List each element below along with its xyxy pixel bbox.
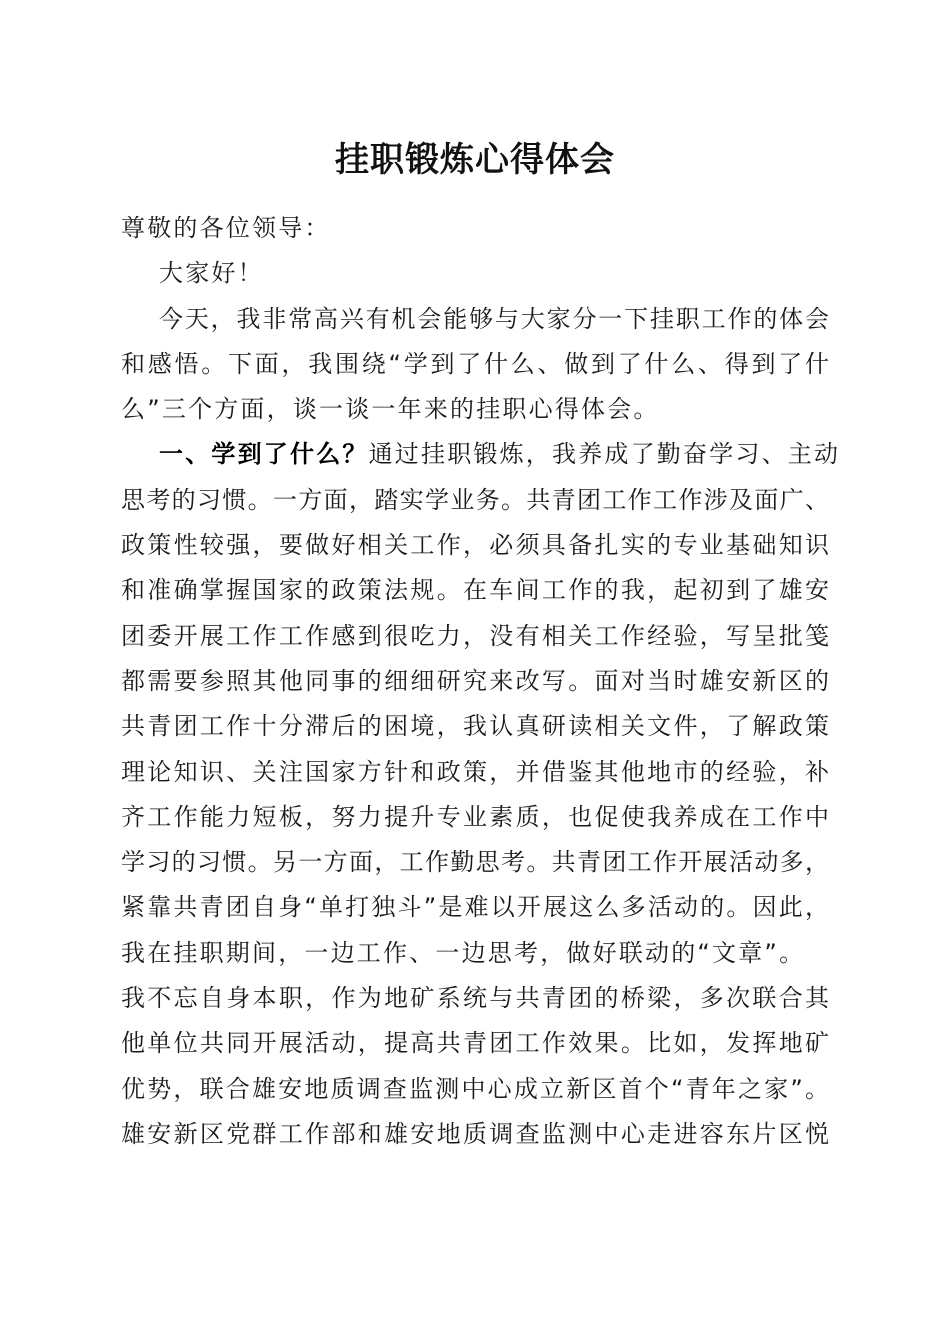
paragraph-line: 紧靠共青团自身“单打独斗”是难以开展这么多活动的。因此， xyxy=(121,893,829,922)
paragraph-line: 我在挂职期间，一边工作、一边思考，做好联动的“文章”。 xyxy=(121,938,806,967)
paragraph-line: 理论知识、关注国家方针和政策，并借鉴其他地市的经验，补 xyxy=(121,757,829,786)
document-title: 挂职锻炼心得体会 xyxy=(335,140,615,180)
paragraph-line: 么”三个方面，谈一谈一年来的挂职心得体会。 xyxy=(121,395,660,424)
paragraph-line: 雄安新区党群工作部和雄安地质调查监测中心走进容东片区悦 xyxy=(121,1119,829,1148)
paragraph-line: 和感悟。下面，我围绕“学到了什么、做到了什么、得到了什 xyxy=(121,349,829,378)
paragraph-line: 优势，联合雄安地质调查监测中心成立新区首个“青年之家”。 xyxy=(121,1074,829,1103)
paragraph-line: 齐工作能力短板，努力提升专业素质，也促使我养成在工作中 xyxy=(121,802,829,831)
greeting-line: 大家好！ xyxy=(159,259,264,288)
section-heading-line xyxy=(121,432,841,477)
document-body xyxy=(121,206,841,1157)
paragraph-line: 团委开展工作工作感到很吃力，没有相关工作经验，写呈批笺 xyxy=(121,621,829,650)
paragraph-line: 今天，我非常高兴有机会能够与大家分一下挂职工作的体会 xyxy=(159,304,829,333)
section-heading: 一、学到了什么？ xyxy=(159,440,369,469)
paragraph-line: 政策性较强，要做好相关工作，必须具备扎实的专业基础知识 xyxy=(121,531,829,560)
paragraph-line: 他单位共同开展活动，提高共青团工作效果。比如，发挥地矿 xyxy=(121,1029,829,1058)
paragraph-line: 思考的习惯。一方面，踏实学业务。共青团工作工作涉及面广、 xyxy=(121,485,829,514)
section-heading-rest: 通过挂职锻炼，我养成了勤奋学习、主动 xyxy=(368,440,841,469)
paragraph-line: 共青团工作十分滞后的困境，我认真研读相关文件，了解政策 xyxy=(121,712,829,741)
paragraph-line: 我不忘自身本职，作为地矿系统与共青团的桥梁，多次联合其 xyxy=(121,984,829,1013)
paragraph-line: 学习的习惯。另一方面，工作勤思考。共青团工作开展活动多， xyxy=(121,848,829,877)
salutation-line: 尊敬的各位领导： xyxy=(121,214,331,242)
paragraph-line: 都需要参照其他同事的细细研究来改写。面对当时雄安新区的 xyxy=(121,666,829,695)
paragraph-line: 和准确掌握国家的政策法规。在车间工作的我，起初到了雄安 xyxy=(121,576,829,605)
